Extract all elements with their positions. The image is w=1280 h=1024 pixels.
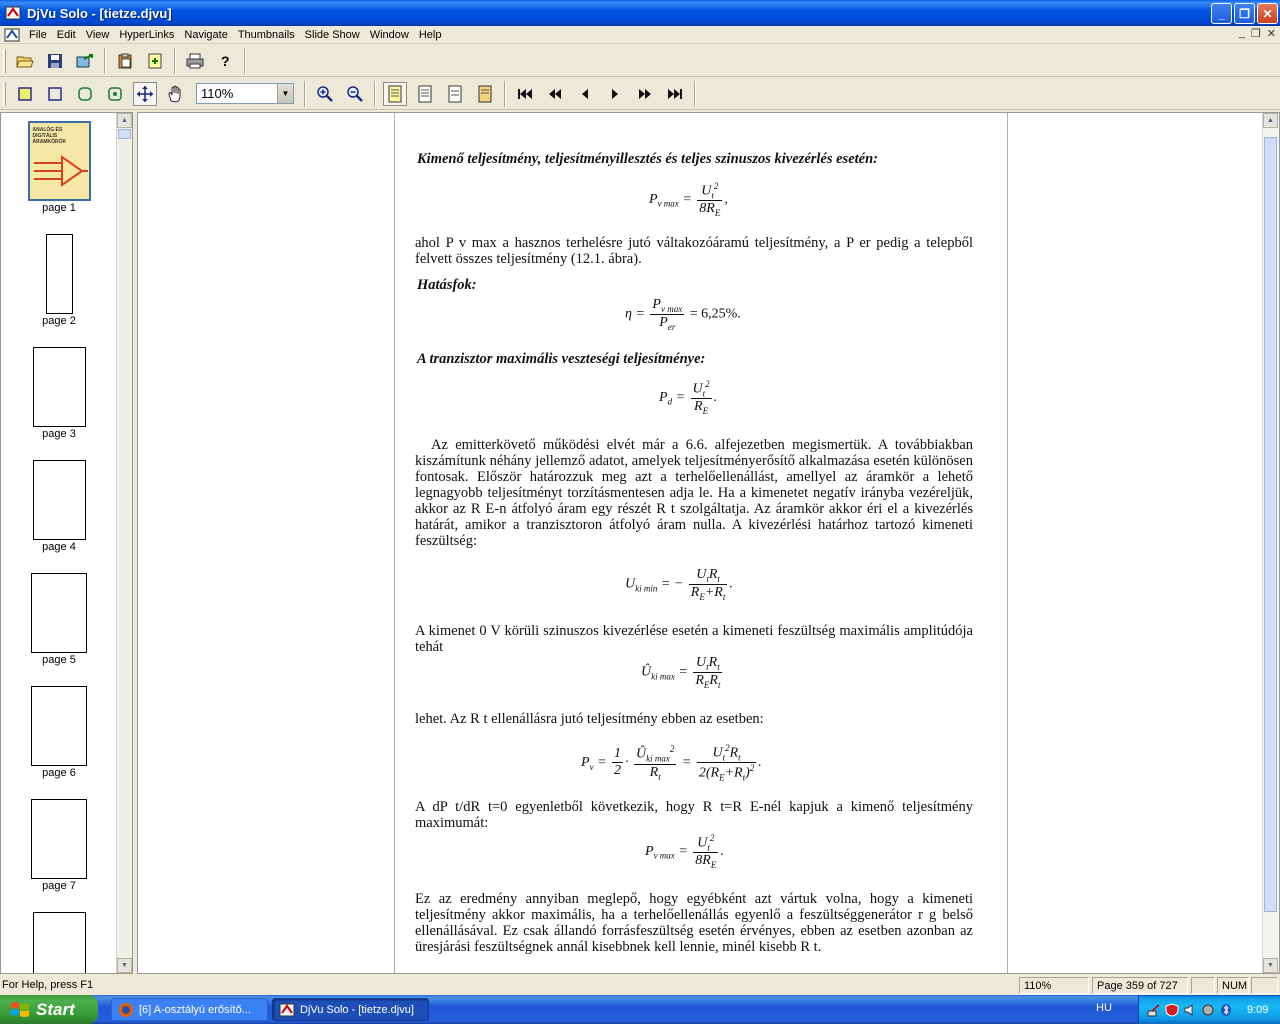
menu-view[interactable]: View: [85, 28, 110, 41]
window-title: DjVu Solo - [tietze.djvu]: [27, 5, 172, 21]
select-rect-icon[interactable]: [13, 82, 37, 106]
paste-icon[interactable]: [113, 49, 137, 73]
viewer-scrollbar[interactable]: [1262, 113, 1279, 973]
paragraph-result: Ez az eredmény annyiban meglepő, hogy egyébként azt vártuk volna, hogy a kimeneti teljesítmény akkor maximális, ha a terhelőellenállás egyenlő a feszültséggenerátor r g belső ellenállásával. Ez csak állandó forrásfeszültség esetén érvényes, ebben az esetben azonban az üresjárási feszültségnek annál kisebbnek kell lennie, minél kisebb R t.: [415, 891, 973, 955]
security-shield-icon[interactable]: [1165, 1003, 1179, 1017]
zoom-dropdown[interactable]: [196, 83, 294, 104]
select-round-icon[interactable]: [73, 82, 97, 106]
thumbnail-pane[interactable]: [0, 112, 133, 974]
monitor-icon[interactable]: [1201, 1003, 1215, 1017]
status-zoom: 110%: [1019, 977, 1089, 994]
menu-bar: [0, 26, 1280, 44]
select-zoom-icon[interactable]: [103, 82, 127, 106]
title-bar[interactable]: [0, 0, 1280, 26]
thumbnail-page-3[interactable]: [1, 347, 117, 440]
thumbnail-page-8[interactable]: [1, 912, 117, 974]
efficiency-value: = 6,25%.: [689, 306, 741, 322]
restore-button[interactable]: ❐: [1234, 3, 1255, 24]
paragraph-sine-drive: A kimenet 0 V körüli szinuszos kivezérlése esetén a kimeneti feszültség maximális amplitúdója tehát: [415, 623, 973, 655]
zoom-in-icon[interactable]: [313, 82, 337, 106]
hand-icon[interactable]: [163, 82, 187, 106]
thumbnail-label: page 6: [42, 767, 76, 779]
menu-edit[interactable]: Edit: [56, 28, 76, 41]
thumbnail-page-1[interactable]: [1, 121, 117, 214]
equation-pvmax: $P_{v max}$ = $\frac{U_t^2}{8R_E}$ ,: [649, 181, 728, 219]
clock: 9:09: [1247, 1003, 1269, 1016]
open-icon[interactable]: [13, 49, 37, 73]
task-djvu[interactable]: [272, 998, 429, 1021]
thumbnail-label: page 4: [42, 541, 76, 553]
export-icon[interactable]: [73, 49, 97, 73]
minimize-button[interactable]: _: [1211, 3, 1232, 24]
menu-hyperlinks[interactable]: HyperLinks: [119, 28, 175, 41]
status-empty-2: [1251, 977, 1278, 994]
scroll-down-icon[interactable]: ▼: [1263, 958, 1278, 973]
document-page: [394, 113, 1008, 973]
language-indicator[interactable]: HU: [1096, 1002, 1112, 1014]
scroll-thumb[interactable]: [1264, 137, 1277, 912]
heading-max-dissipation: A tranzisztor maximális veszteségi teljesítménye:: [417, 351, 706, 367]
zoom-out-icon[interactable]: [343, 82, 367, 106]
menu-slide-show[interactable]: Slide Show: [304, 28, 360, 41]
volume-icon[interactable]: [1183, 1003, 1197, 1017]
chevron-down-icon[interactable]: ▼: [277, 84, 293, 103]
firefox-icon: [118, 1002, 134, 1018]
document-icon[interactable]: [4, 28, 20, 42]
thumbnail-label: page 1: [42, 202, 76, 214]
thumbnail-label: page 5: [42, 654, 76, 666]
single-page-icon[interactable]: [383, 82, 407, 106]
start-button[interactable]: [0, 995, 98, 1024]
bluetooth-icon[interactable]: [1219, 1003, 1233, 1017]
thumbnail-label: page 7: [42, 880, 76, 892]
task-label: DjVu Solo - [tietze.djvu]: [300, 1003, 414, 1016]
menu-window[interactable]: Window: [369, 28, 409, 41]
task-firefox[interactable]: [111, 998, 268, 1021]
equation-ukimin: $U_{ki min}$ = − $\frac{U_tR_t}{R_E+R_t}$ .: [625, 567, 733, 602]
paragraph-derivative: A dP t/dR t=0 egyenletből következik, hogy R t=R E-nél kapjuk a kimenő teljesítmény maximumát:: [415, 799, 973, 831]
equation-ukimax: $Û_{ki max}$ = $\frac{U_tR_t}{R_ER_t}$: [641, 655, 721, 690]
scroll-thumb[interactable]: [118, 129, 131, 139]
thumbnail-scrollbar[interactable]: [116, 113, 132, 973]
thumbnail-image: [31, 686, 87, 766]
system-tray: [1138, 995, 1280, 1024]
thumbnail-cover-title: ANALÓG ÉS DIGITÁLIS ÁRAMKÖRÖK: [32, 127, 67, 145]
mdi-restore-button[interactable]: ❐: [1250, 28, 1261, 40]
next-multi-icon[interactable]: [633, 82, 657, 106]
network-icon[interactable]: [1147, 1003, 1161, 1017]
status-help-text: For Help, press F1: [2, 979, 94, 991]
status-num: NUM: [1217, 977, 1249, 994]
paragraph-rt-power: lehet. Az R t ellenállásra jutó teljesítmény ebben az esetben:: [415, 711, 764, 727]
equation-pv: $P_v$ = $\frac{1}{2}$ · $\frac{Û_{ki max}^2}{R_t}$ = $\frac{U_t^2R_t}{2(R_E+R_t)^2}$ .: [581, 743, 762, 783]
prev-page-icon[interactable]: [573, 82, 597, 106]
start-label: Start: [36, 999, 75, 1019]
facing-page-icon[interactable]: [443, 82, 467, 106]
scroll-up-icon[interactable]: ▲: [1263, 113, 1278, 128]
toolbar-grip[interactable]: [3, 49, 6, 73]
menu-thumbnails[interactable]: Thumbnails: [237, 28, 295, 41]
heading-efficiency: Hatásfok:: [417, 277, 477, 293]
prev-multi-icon[interactable]: [543, 82, 567, 106]
document-viewer[interactable]: [137, 112, 1280, 974]
thumbnail-image: [33, 912, 86, 974]
insert-page-icon[interactable]: [143, 49, 167, 73]
status-page: Page 359 of 727: [1092, 977, 1188, 994]
menu-help[interactable]: Help: [418, 28, 442, 41]
book-view-icon[interactable]: [473, 82, 497, 106]
pan-icon[interactable]: [133, 82, 157, 106]
equation-pd: $P_d$ = $\frac{U_t^2}{R_E}$ .: [659, 379, 718, 417]
help-icon[interactable]: [213, 49, 237, 73]
last-page-icon[interactable]: [663, 82, 687, 106]
thumbnail-image: [31, 573, 87, 653]
thumbnail-image: [46, 234, 73, 314]
select-outline-icon[interactable]: [43, 82, 67, 106]
print-icon[interactable]: [183, 49, 207, 73]
equation-pvmax-2: $P_{v max}$ = $\frac{U_t^2}{8R_E}$ .: [645, 833, 724, 871]
mdi-close-button[interactable]: ✕: [1266, 28, 1276, 40]
heading-output-power: Kimenő teljesítmény, teljesítményillesztés és teljes szinuszos kivezérlés esetén:: [417, 151, 878, 167]
djvu-app-icon: [279, 1002, 295, 1018]
thumbnail-image: [31, 799, 87, 879]
thumbnail-page-6[interactable]: [1, 686, 117, 779]
view-toolbar: [0, 78, 1280, 110]
status-empty: [1191, 977, 1215, 994]
status-bar: [0, 976, 1280, 995]
scroll-down-icon[interactable]: ▼: [117, 958, 132, 973]
thumbnail-image: [33, 460, 86, 540]
djvu-app-icon: [5, 5, 21, 21]
paragraph-emitter-follower: Az emitterkövető működési elvét már a 6.6. alfejezetben megismertük. A továbbiakban kiszámítunk néhány jellemző adatot, amelyek teljesítményerősítő alkalmazása esetén különösen fontosak. Először határozzuk meg azt a terhelőellenállást, amellyel az áramkör a lehető legnagyobb teljesítményt torzításmentesen adja le. Ha a kimenetet negatív irányba vezéreljük, akkor az R E-n átfolyó áram egy részét R t szolgáltatja. Az áramkör akkor éri el a kivezérlés határát, amikor a tranzisztoron átfolyó áram nulla. A kivezérlési határhoz tartozó kimeneti feszültség:: [415, 437, 973, 549]
close-button[interactable]: ✕: [1257, 3, 1278, 24]
thumbnail-page-7[interactable]: [1, 799, 117, 892]
taskbar: [0, 995, 1280, 1024]
thumbnail-label: page 3: [42, 428, 76, 440]
windows-flag-icon: [10, 1000, 30, 1020]
equation-efficiency: η = $\frac{P_{v max}}{P_{er}}$ = 6,25%.: [625, 297, 741, 332]
mdi-minimize-button[interactable]: _: [1238, 27, 1245, 39]
next-page-icon[interactable]: [603, 82, 627, 106]
paragraph-pvmax-def: ahol P v max a hasznos terhelésre jutó váltakozóáramú teljesítmény, a P er pedig a telepből felvett összes teljesítmény (12.1. ábra).: [415, 235, 973, 267]
toolbar-grip[interactable]: [3, 82, 6, 106]
thumbnail-page-2[interactable]: [1, 234, 117, 327]
zoom-value: 110%: [201, 86, 234, 101]
thumbnail-page-5[interactable]: [1, 573, 117, 666]
continuous-page-icon[interactable]: [413, 82, 437, 106]
thumbnail-label: page 2: [42, 315, 76, 327]
svg-text:?: ?: [221, 52, 230, 69]
scroll-up-icon[interactable]: ▲: [117, 113, 132, 128]
save-icon[interactable]: [43, 49, 67, 73]
thumbnail-image: [33, 347, 86, 427]
standard-toolbar: [0, 45, 1280, 77]
thumbnail-page-4[interactable]: [1, 460, 117, 553]
task-label: [6] A-osztályú erősítő...: [139, 1003, 251, 1016]
first-page-icon[interactable]: [513, 82, 537, 106]
menu-navigate[interactable]: Navigate: [184, 28, 228, 41]
thumbnail-image: [28, 121, 91, 201]
menu-file[interactable]: File: [29, 28, 47, 41]
